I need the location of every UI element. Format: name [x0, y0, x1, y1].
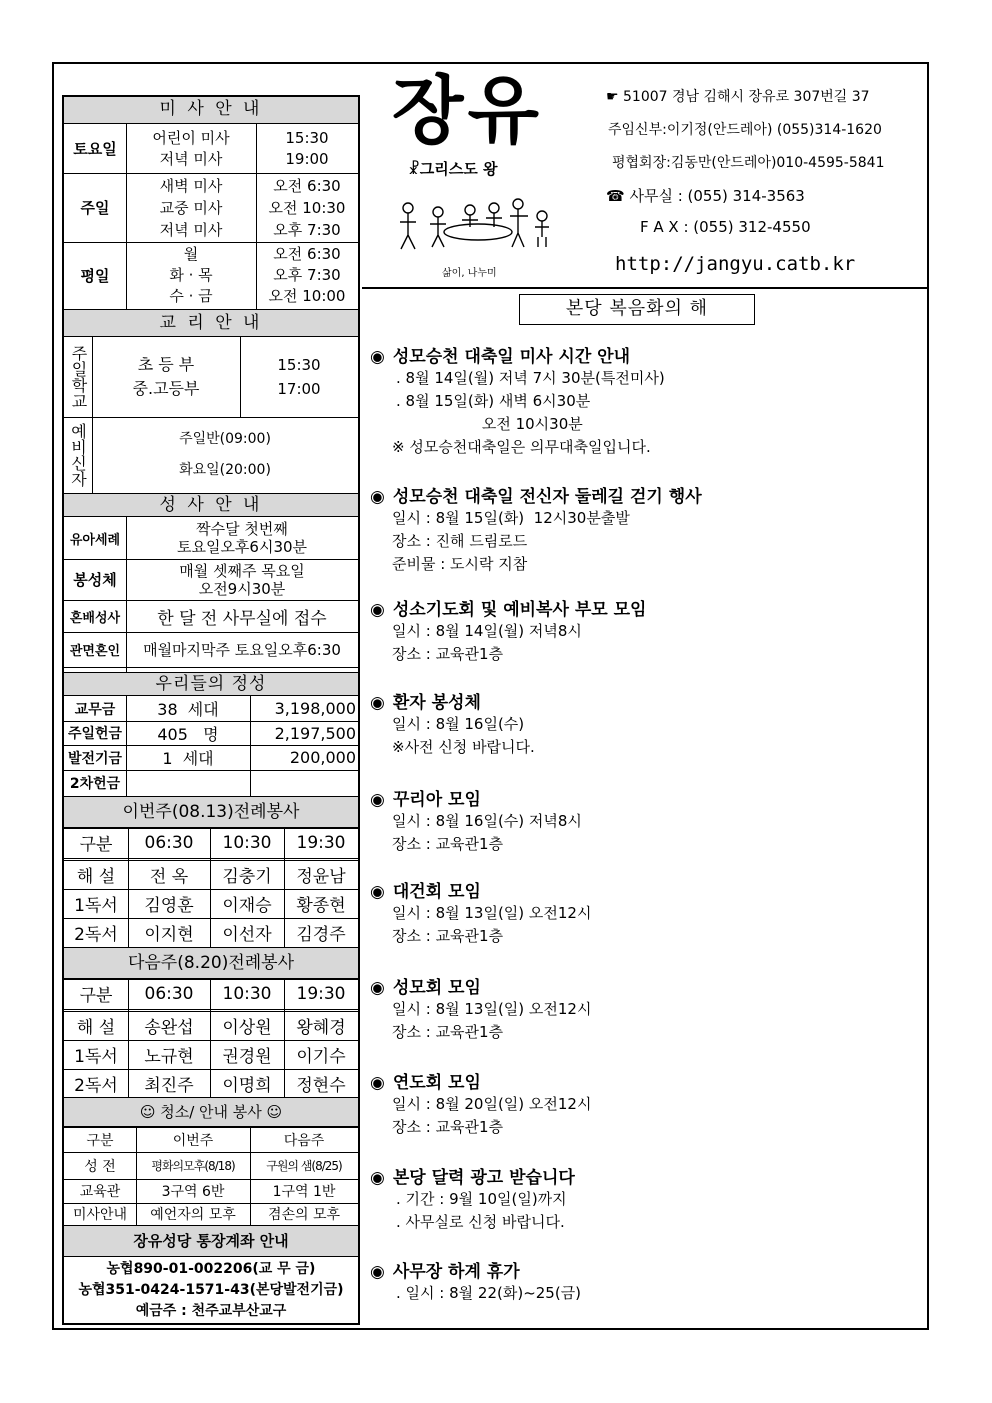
notice-title: [370, 785, 582, 810]
offering-header: 우리들의 정성: [64, 672, 358, 696]
role-label: 1독서: [74, 896, 118, 916]
offering-count: 405 명: [157, 724, 219, 744]
website-url[interactable]: http://jangyu.catb.kr: [615, 253, 856, 275]
bullet-circle-icon: ◉: [370, 1262, 385, 1282]
notice-title: [370, 482, 702, 507]
mass-day: 주일: [80, 199, 110, 217]
notice-item: [370, 1257, 581, 1305]
duty-assignee: 구원의 샘(8/25): [266, 1159, 342, 1173]
notice-line: 장소 : 교육관1층: [392, 927, 504, 945]
server-name: 왕혜경: [296, 1018, 346, 1038]
offering-label: 교무금: [74, 701, 116, 718]
bullet-circle-icon: ◉: [370, 1168, 385, 1188]
notice-title: [370, 342, 665, 367]
server-name: 이기수: [296, 1047, 346, 1067]
offering-label: 발전기금: [67, 750, 123, 767]
column-header: 10:30: [222, 983, 272, 1004]
column-header: 19:30: [296, 983, 346, 1004]
duty-assignee: 1구역 1반: [272, 1184, 336, 1200]
bullet-circle-icon: ◉: [370, 693, 385, 713]
offering-amount: 200,000: [289, 748, 356, 767]
column-header: 다음주: [283, 1132, 325, 1149]
mass-names: 월 화 · 목 수 · 금: [169, 245, 213, 305]
catechism-times: 15:30 17:00: [277, 356, 321, 398]
notice-item: [370, 482, 702, 576]
phone-icon: ☎: [606, 187, 625, 205]
column-header: 06:30: [144, 983, 194, 1004]
catechumen-label: 예비신자: [68, 423, 88, 487]
notice-line: 장소 : 교육관1층: [392, 835, 504, 853]
server-name: 이재승: [222, 896, 272, 916]
bullet-circle-icon: ◉: [370, 600, 385, 620]
duty-assignee: 3구역 6반: [161, 1184, 225, 1200]
server-name: 노규현: [144, 1047, 194, 1067]
notice-line: 장소 : 교육관1층: [392, 1118, 504, 1136]
offering-amount: 3,198,000: [274, 699, 356, 718]
server-name: 김경주: [296, 925, 346, 945]
server-name: 황종현: [296, 896, 346, 916]
notice-line: 일시 : 8월 16일(수): [392, 715, 525, 733]
notice-title: [370, 877, 591, 902]
masthead-divider: [362, 287, 929, 289]
masthead-subtitle: ☧그리스도 왕: [408, 160, 498, 178]
mass-day: 토요일: [73, 140, 117, 158]
notice-title-text: 성모승천 대축일 미사 시간 안내: [392, 347, 631, 367]
column-header: 10:30: [222, 832, 272, 853]
notice-line: 일시 : 8월 20일(일) 오전12시: [392, 1095, 592, 1113]
notice-line: 일시 : 8월 13일(일) 오전12시: [392, 904, 592, 922]
next-week-header: 다음주(8.20)전례봉사: [64, 947, 358, 979]
notice-item: [370, 342, 665, 459]
left-column: [62, 95, 360, 1325]
notice-title-text: 환자 봉성체: [392, 693, 481, 713]
server-name: 이상원: [222, 1018, 272, 1038]
account-lines: 농협890-01-002206(교 무 금) 농협351-0424-1571-43(본당발전기금) 예금주 : 천주교부산교구: [78, 1260, 344, 1319]
grid-line: [64, 858, 358, 859]
bullet-circle-icon: ◉: [370, 347, 385, 367]
sacrament-value: 한 달 전 사무실에 접수: [157, 608, 327, 629]
notice-title-text: 본당 달력 광고 받습니다: [392, 1168, 575, 1188]
notice-item: [370, 785, 582, 856]
sacrament-value: 매월마지막주 토요일오후6:30: [143, 641, 341, 659]
masthead-title: 장유: [392, 68, 543, 154]
column-header: 19:30: [296, 832, 346, 853]
mass-times: 오전 6:30 오전 10:30 오후 7:30: [268, 176, 346, 239]
server-name: 전 옥: [149, 867, 189, 887]
notice-line: 일시 : 8월 16일(수) 저녁8시: [392, 812, 582, 830]
column-header: 구분: [86, 1132, 114, 1149]
notice-item: [370, 1068, 591, 1139]
role-label: 1독서: [74, 1047, 118, 1067]
notice-line: 일시 : 8월 14일(월) 저녁8시: [392, 622, 582, 640]
notice-line: 장소 : 진해 드림로드: [392, 532, 528, 550]
server-name: 최진주: [144, 1076, 194, 1096]
council-line: 평협회장:김동만(안드레아)010-4595-5841: [612, 155, 885, 171]
duty-label: 교육관: [79, 1184, 121, 1200]
notice-line: ※ 성모승천대축일은 의무대축일입니다.: [392, 438, 651, 456]
mass-names: 새벽 미사 교중 미사 저녁 미사: [159, 176, 223, 239]
mass-names: 어린이 미사 저녁 미사: [152, 128, 230, 168]
sunday-school-label: 주일학교: [69, 345, 88, 409]
notice-line: 장소 : 교육관1층: [392, 645, 504, 663]
address-line: ☛ 51007 경남 김해시 장유로 307번길 37: [606, 89, 870, 105]
bullet-circle-icon: ◉: [370, 978, 385, 998]
cleaning-header: ☺ 청소/ 안내 봉사 ☺: [64, 1097, 358, 1127]
community-illustration: [390, 196, 560, 262]
offering-count: [126, 770, 250, 796]
notice-title-text: 꾸리아 모임: [392, 790, 481, 810]
notice-line: . 기간 : 9월 10일(일)까지: [396, 1190, 567, 1208]
sacrament-label: 봉성체: [73, 571, 117, 589]
column-header: 이번주: [172, 1132, 214, 1149]
offering-label: 2차헌금: [69, 776, 121, 792]
catechism-header: 교 리 안 내: [64, 309, 358, 337]
notice-line: . 8월 14일(월) 저녁 7시 30분(특전미사): [396, 369, 665, 387]
notice-line: . 8월 15일(화) 새벽 6시30분: [396, 392, 591, 410]
grid-line: [250, 1127, 251, 1225]
year-theme-box: 본당 복음화의 해: [519, 294, 755, 325]
notice-title: [370, 973, 591, 998]
server-name: 김충기: [222, 867, 272, 887]
grid-line: [128, 828, 129, 947]
duty-assignee: 평화의모후(8/18): [151, 1159, 235, 1173]
masthead-motto: 삶이, 나누미: [442, 268, 497, 279]
pointing-hand-icon: ☛: [606, 89, 619, 105]
notice-title-text: 연도회 모임: [392, 1073, 481, 1093]
bullet-circle-icon: ◉: [370, 1073, 385, 1093]
account-header: 장유성당 통장계좌 안내: [64, 1225, 358, 1257]
notice-line: . 사무실로 신청 바랍니다.: [396, 1213, 565, 1231]
notice-line: ※사전 신청 바랍니다.: [392, 738, 535, 756]
bullet-circle-icon: ◉: [370, 882, 385, 902]
grid-line: [210, 828, 211, 947]
notice-title-text: 대건회 모임: [392, 882, 481, 902]
notice-line: . 일시 : 8월 22(화)~25(금): [396, 1284, 582, 1302]
sacrament-header: 성 사 안 내: [64, 493, 358, 517]
mass-times: 오전 6:30 오후 7:30 오전 10:00: [268, 245, 346, 305]
mass-header: 미 사 안 내: [64, 97, 358, 124]
duty-label: 미사안내: [72, 1207, 128, 1223]
offering-amount: 2,197,500: [274, 723, 356, 743]
duty-label: 성 전: [84, 1158, 116, 1175]
offering-count: 1 세대: [162, 749, 214, 768]
server-name: 권경원: [222, 1047, 272, 1067]
server-name: 이명희: [222, 1076, 272, 1096]
mass-times: 15:30 19:00: [285, 128, 329, 168]
notice-line: 오전 10시30분: [396, 415, 583, 433]
role-label: 2독서: [74, 1076, 118, 1096]
sacrament-value: 매월 셋째주 목요일 오전9시30분: [179, 561, 305, 598]
bullet-circle-icon: ◉: [370, 487, 385, 507]
server-name: 이선자: [222, 925, 272, 945]
notice-line: 장소 : 교육관1층: [392, 1023, 504, 1041]
notice-line: 일시 : 8월 13일(일) 오전12시: [392, 1000, 592, 1018]
notice-title-text: 성소기도회 및 예비복사 부모 모임: [392, 600, 647, 620]
grid-line: [284, 979, 285, 1098]
sacrament-label: 유아세례: [69, 532, 121, 548]
notice-title: [370, 1257, 581, 1282]
offering-count: 38 세대: [157, 700, 219, 719]
notice-title: [370, 688, 535, 713]
grid-line: [64, 1009, 358, 1010]
notice-item: [370, 973, 591, 1044]
this-week-header: 이번주(08.13)전례봉사: [64, 796, 358, 828]
notice-item: [370, 688, 535, 759]
notice-line: 일시 : 8월 15일(화) 12시30분출발: [392, 509, 630, 527]
notice-title-text: 성모회 모임: [392, 978, 481, 998]
column-header: 구분: [79, 986, 113, 1006]
notice-title: [370, 1068, 591, 1093]
notice-title-text: 성모승천 대축일 전신자 둘레길 걷기 행사: [392, 487, 702, 507]
server-name: 정윤남: [296, 867, 346, 887]
server-name: 송완섭: [144, 1018, 194, 1038]
office-line: ☎ 사무실 : (055) 314-3563: [606, 187, 805, 205]
column-header: 06:30: [144, 832, 194, 853]
server-name: 정현수: [296, 1076, 346, 1096]
role-label: 2독서: [74, 925, 118, 945]
grid-line: [284, 828, 285, 947]
sacrament-label: 혼배성사: [69, 610, 121, 626]
sacrament-label: 관면혼인: [69, 644, 121, 659]
grid-line: [128, 979, 129, 1098]
server-name: 김영훈: [144, 896, 194, 916]
server-name: 이지현: [144, 925, 194, 945]
mass-day: 평일: [80, 267, 110, 285]
column-header: 구분: [79, 835, 113, 855]
notice-line: 준비물 : 도시락 지참: [392, 555, 528, 573]
role-label: 해 설: [76, 867, 116, 887]
notice-item: [370, 877, 591, 948]
offering-label: 주일헌금: [67, 726, 123, 742]
notice-title-text: 사무장 하계 휴가: [392, 1262, 520, 1282]
fax-line: F A X : (055) 312-4550: [640, 218, 811, 236]
grid-line: [210, 979, 211, 1098]
catechumen-classes: 주일반(09:00) 화요일(20:00): [179, 431, 271, 478]
priest-line: 주임신부:이기정(안드레아) (055)314-1620: [608, 122, 882, 138]
notice-item: [370, 595, 646, 666]
notice-item: [370, 1163, 575, 1234]
duty-assignee: 겸손의 모후: [267, 1207, 341, 1223]
sacrament-value: 짝수달 첫번째 토요일오후6시30분: [176, 520, 308, 556]
duty-assignee: 예언자의 모후: [150, 1207, 236, 1223]
offering-amount: [250, 770, 356, 796]
role-label: 해 설: [76, 1018, 116, 1038]
bullet-circle-icon: ◉: [370, 790, 385, 810]
notice-title: [370, 595, 646, 620]
notice-title: [370, 1163, 575, 1188]
catechism-groups: 초 등 부 중.고등부: [132, 355, 200, 398]
grid-line: [136, 1127, 137, 1225]
